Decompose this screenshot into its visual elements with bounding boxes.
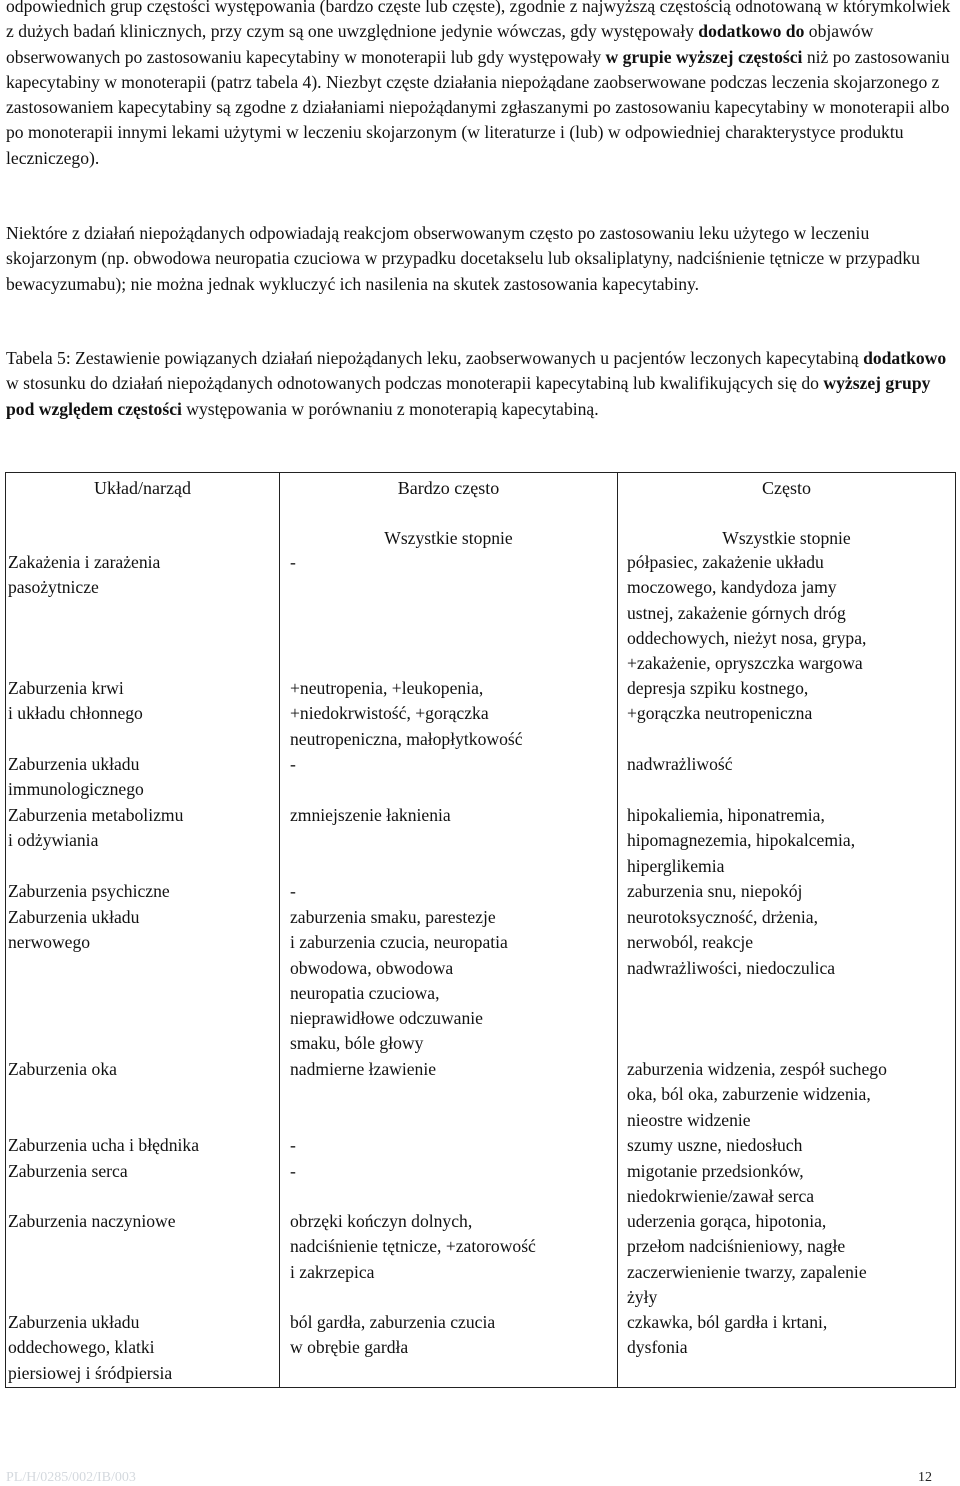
row-organ: Zaburzenia krwi i układu chłonnego bbox=[8, 678, 143, 724]
row-common: zaburzenia snu, niepokój bbox=[627, 881, 803, 901]
row-organ: Zakażenia i zarażenia pasożytnicze bbox=[8, 552, 161, 598]
row-very-common: - bbox=[290, 881, 296, 901]
combination-note-paragraph bbox=[6, 221, 956, 297]
row-common: hipokaliemia, hiponatremia, hipomagnezemia, hipokalcemia, hiperglikemia bbox=[627, 805, 856, 876]
row-common: depresja szpiku kostnego, +gorączka neutropeniczna bbox=[627, 678, 813, 724]
subheader-common-all-grades: Wszystkie stopnie bbox=[722, 528, 851, 548]
text-run: w stosunku do działań niepożądanych odnotowanych podczas monoterapii kapecytabiną lub kwalifikujących się do bbox=[6, 373, 824, 394]
bold-phrase: dodatkowo bbox=[863, 348, 947, 368]
row-common: neurotoksyczność, drżenia, nerwoból, reakcje nadwrażliwości, niedoczulica bbox=[627, 907, 836, 978]
subheader-very-common-all-grades: Wszystkie stopnie bbox=[384, 528, 513, 548]
bold-phrase: wyższej grupy pod względem częstości bbox=[6, 373, 931, 419]
row-organ: Zaburzenia układu nerwowego bbox=[8, 907, 140, 953]
row-organ: Zaburzenia metabolizmu i odżywiania bbox=[8, 805, 184, 851]
row-organ: Zaburzenia ucha i błędnika bbox=[8, 1135, 199, 1155]
text-run: Niektóre z działań niepożądanych odpowiadają reakcjom obserwowanym często po zastosowaniu leku użytego w leczeniu skojarzonym (np. obwodowa neuropatia czuciowa w przypadku docetakselu lub oksaliplatyny, nadciśnienie tętnicze w przypadku bewacyzumabu); nie można jednak wykluczyć ich nasilenia na skutek zastosowania kapecytabiny. bbox=[6, 223, 920, 294]
row-organ: Zaburzenia naczyniowe bbox=[8, 1211, 176, 1231]
row-common: migotanie przedsionków, niedokrwienie/zawał serca bbox=[627, 1161, 815, 1207]
row-very-common: - bbox=[290, 1161, 296, 1181]
header-common: Często bbox=[762, 478, 811, 498]
text-run: niż po zastosowaniu kapecytabiny w monoterapii (patrz tabela 4). Niezbyt częste działania niepożądane zaobserwowane podczas leczenia skojarzonego z zastosowaniem kapecytabiny są zgodne z działaniami niepożądanymi zgłaszanymi po zastosowaniu kapecytabiny w monoterapii albo po monoterapii innymi lekami użytymi w leczeniu skojarzonym (w literaturze i (lub) w odpowiedniej charakterystyce produktu leczniczego). bbox=[6, 46, 950, 168]
header-organ: Układ/narząd bbox=[94, 478, 191, 498]
bold-phrase: w grupie wyższej częstości bbox=[605, 46, 803, 67]
text-run: objawów obserwowanych po zastosowaniu kapecytabiny w monoterapii lub gdy występowały bbox=[6, 21, 874, 67]
row-common: nadwrażliwość bbox=[627, 754, 733, 774]
row-organ: Zaburzenia układu immunologicznego bbox=[8, 754, 144, 800]
row-organ: Zaburzenia oka bbox=[8, 1059, 117, 1079]
row-common: szumy uszne, niedosłuch bbox=[627, 1135, 803, 1155]
row-very-common: - bbox=[290, 552, 296, 572]
document-id: PL/H/0285/002/IB/003 bbox=[6, 1470, 136, 1485]
row-very-common: obrzęki kończyn dolnych, nadciśnienie tętnicze, +zatorowość i zakrzepica bbox=[290, 1211, 536, 1282]
row-organ: Zaburzenia układu oddechowego, klatki piersiowej i śródpiersia bbox=[8, 1312, 173, 1383]
row-very-common: +neutropenia, +leukopenia, +niedokrwistość, +gorączka neutropeniczna, małopłytkowość bbox=[290, 678, 523, 749]
row-very-common: - bbox=[290, 754, 296, 774]
row-common: czkawka, ból gardła i krtani, dysfonia bbox=[627, 1312, 828, 1358]
row-organ: Zaburzenia psychiczne bbox=[8, 881, 170, 901]
table-caption bbox=[6, 346, 956, 422]
header-very-common: Bardzo często bbox=[397, 478, 500, 498]
row-very-common: ból gardła, zaburzenia czucia w obrębie gardła bbox=[290, 1312, 496, 1358]
page-number: 12 bbox=[918, 1470, 932, 1485]
row-very-common: - bbox=[290, 1135, 296, 1155]
row-very-common: zmniejszenie łaknienia bbox=[290, 805, 451, 825]
text-run: odpowiednich grup częstości występowania (bardzo częste lub częste), zgodnie z najwyższą częstością odnotowaną w którymkolwiek z dużych badań klinicznych, przy czym są one uwzględnione jedynie wówczas, gdy występowały bbox=[6, 0, 951, 42]
row-organ: Zaburzenia serca bbox=[8, 1161, 128, 1181]
row-common: zaburzenia widzenia, zespół suchego oka, ból oka, zaburzenie widzenia, nieostre widzenie bbox=[627, 1059, 887, 1130]
table-column-divider bbox=[617, 472, 618, 1388]
text-run: Tabela 5: Zestawienie powiązanych działań niepożądanych leku, zaobserwowanych u pacjentów leczonych kapecytabiną bbox=[6, 348, 864, 368]
text-run: występowania w porównaniu z monoterapią kapecytabiną. bbox=[181, 398, 599, 419]
bold-phrase: dodatkowo do bbox=[698, 21, 805, 42]
table-column-divider bbox=[279, 472, 280, 1388]
row-very-common: nadmierne łzawienie bbox=[290, 1059, 437, 1079]
row-very-common: zaburzenia smaku, parestezje i zaburzenia czucia, neuropatia obwodowa, obwodowa neuropatia czuciowa, nieprawidłowe odczuwanie smaku, bóle głowy bbox=[290, 907, 508, 1054]
row-common: uderzenia gorąca, hipotonia, przełom nadciśnieniowy, nagłe zaczerwienienie twarzy, zapalenie żyły bbox=[627, 1211, 867, 1307]
intro-paragraph bbox=[6, 0, 956, 171]
row-common: półpasiec, zakażenie układu moczowego, kandydoza jamy ustnej, zakażenie górnych dróg oddechowych, nieżyt nosa, grypa, +zakażenie, opryszczka wargowa bbox=[627, 552, 867, 674]
